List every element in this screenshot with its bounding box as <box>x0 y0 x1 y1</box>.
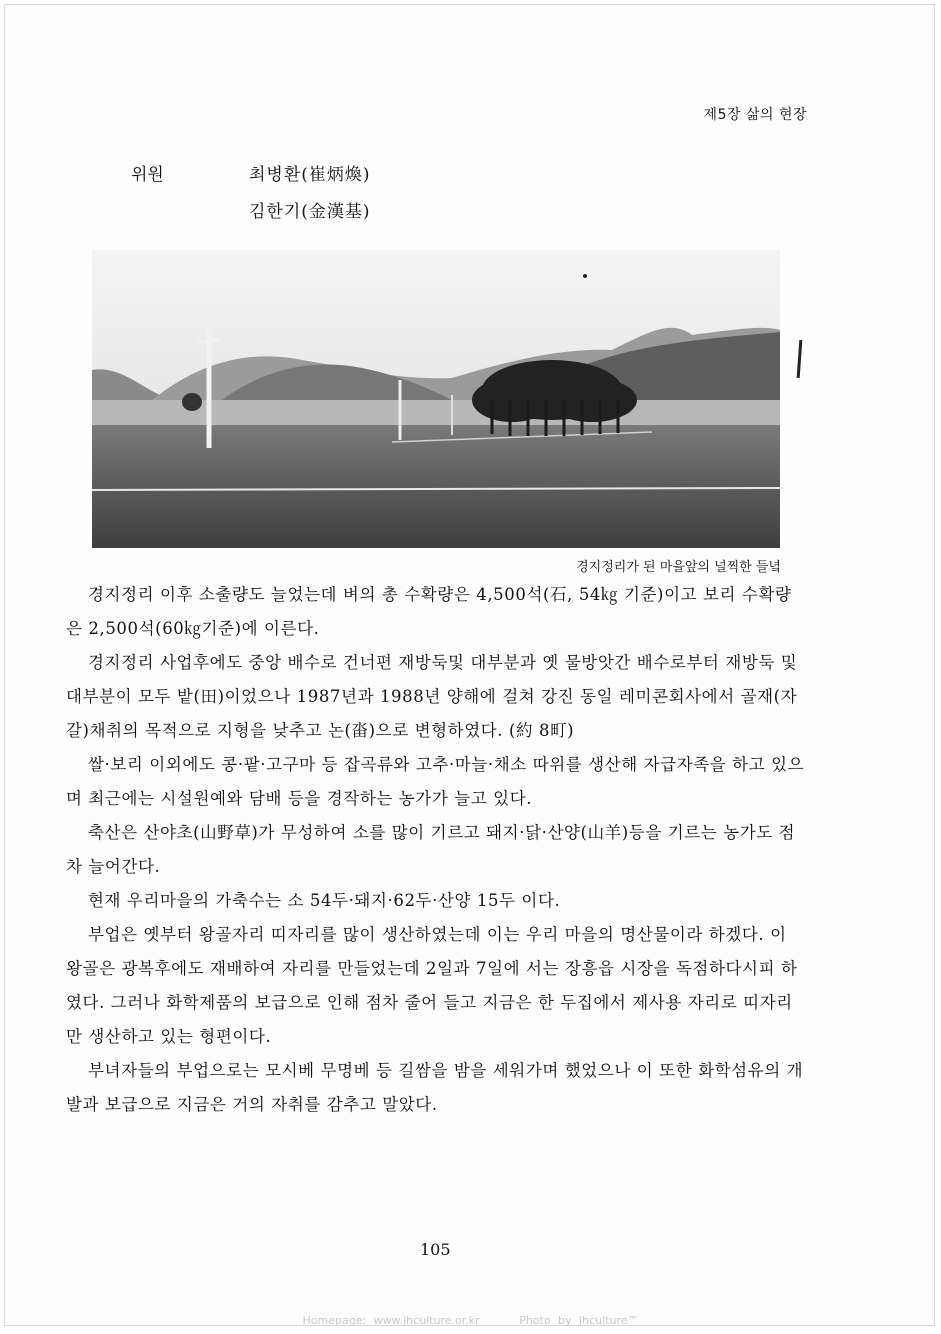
committee-member-name: 최병환(崔炳煥) <box>249 165 371 185</box>
committee-role-label: 위원 <box>131 165 164 185</box>
chapter-header: 제5장 삶의 현장 <box>703 107 807 123</box>
page-number: 105 <box>420 1240 451 1259</box>
homepage-link[interactable]: Homepage: www.jhculture.or.kr <box>302 1314 480 1327</box>
committee-member-name: 김한기(金漢基) <box>249 202 371 222</box>
photo-credit: Photo by jhculture™ <box>519 1314 639 1327</box>
paragraph: 부녀자들의 부업으로는 모시베 무명베 등 길쌈을 밤을 세워가며 했었으나 이 또한 화학섬유의 개발과 보급으로 지금은 거의 자취를 감추고 말았다. <box>66 1061 804 1114</box>
paragraph: 쌀·보리 이외에도 콩·팥·고구마 등 잡곡류와 고추·마늘·채소 따위를 생산해 자급자족을 하고 있으며 최근에는 시설원예와 담배 등을 경작하는 농가가 늘고 있다. <box>66 755 805 808</box>
body-text <box>66 578 808 1122</box>
paragraph: 경지정리 사업후에도 중앙 배수로 건너편 재방둑및 대부분과 옛 물방앗간 배수로부터 재방둑 및 대부분이 모두 밭(田)이었으나 1987년과 1988년 양해에 걸쳐 강진 동일 레미콘회사에서 골재(자갈)채취의 목적으로 지형을 낮추고 논(畓)으로 변형하였다. (約 8町) <box>66 653 798 740</box>
paragraph: 경지정리 이후 소출량도 늘었는데 벼의 총 수확량은 4,500석(石, 54㎏ 기준)이고 보리 수확량은 2,500석(60㎏기준)에 이른다. <box>66 585 792 638</box>
paragraph: 축산은 산야초(山野草)가 무성하여 소를 많이 기르고 돼지·닭·산양(山羊)등을 기르는 농가도 점차 늘어간다. <box>66 823 796 876</box>
photo-caption: 경지정리가 된 마을앞의 널찍한 들녘 <box>576 560 781 575</box>
paragraph: 현재 우리마을의 가축수는 소 54두·돼지·62두·산양 15두 이다. <box>88 891 561 910</box>
paragraph: 부업은 옛부터 왕골자리 띠자리를 많이 생산하였는데 이는 우리 마을의 명산물이라 하겠다. 이 왕골은 광복후에도 재배하여 자리를 만들었는데 2일과 7일에 서는 장흥읍 시장을 독점하다시피 하였다. 그러나 화학제품의 보급으로 인해 점차 줄어 들고 지금은 한 두집에서 제사용 자리로 띠자리만 생산하고 있는 형편이다. <box>66 925 798 1046</box>
footer <box>0 1314 941 1327</box>
field-photo <box>92 250 780 548</box>
